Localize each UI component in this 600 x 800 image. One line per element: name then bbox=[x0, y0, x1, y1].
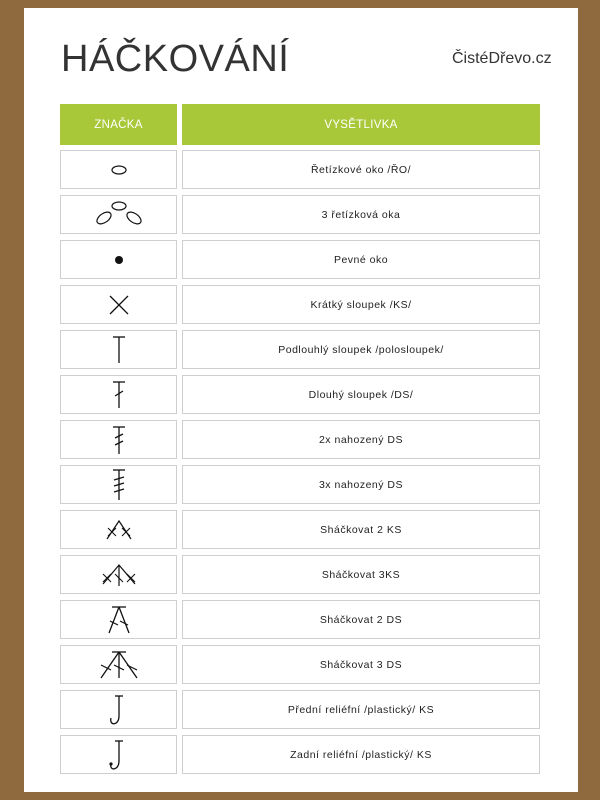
double-treble-crochet-icon bbox=[104, 467, 134, 503]
legend-sheet bbox=[24, 8, 578, 792]
half-double-crochet-icon bbox=[104, 333, 134, 367]
brand-name: ČistéDřevo.cz bbox=[452, 50, 552, 67]
double-crochet-icon bbox=[104, 378, 134, 412]
header-symbol: ZNAČKA bbox=[60, 104, 177, 145]
stitch-label: Přední reliéfní /plastický/ KS bbox=[182, 690, 540, 729]
stitch-label: Sháčkovat 3 DS bbox=[182, 645, 540, 684]
stitch-label: Sháčkovat 2 KS bbox=[182, 510, 540, 549]
stitch-label: 3x nahozený DS bbox=[182, 465, 540, 504]
stitch-label: Řetízkové oko /ŘO/ bbox=[182, 150, 540, 189]
symbol-cell bbox=[60, 465, 177, 504]
symbol-cell bbox=[60, 375, 177, 414]
stitch-label: 3 řetízková oka bbox=[182, 195, 540, 234]
stitch-label: 2x nahozený DS bbox=[182, 420, 540, 459]
stitch-label: Sháčkovat 3KS bbox=[182, 555, 540, 594]
symbol-cell bbox=[60, 645, 177, 684]
dc3tog-icon bbox=[95, 648, 143, 682]
symbol-cell bbox=[60, 510, 177, 549]
front-post-sc-icon bbox=[104, 692, 134, 728]
symbol-cell bbox=[60, 600, 177, 639]
header-explanation: VYSĚTLIVKA bbox=[182, 104, 540, 145]
sc3tog-icon bbox=[99, 560, 139, 590]
page-title: HÁČKOVÁNÍ bbox=[61, 38, 290, 80]
chain-stitch-icon bbox=[104, 160, 134, 180]
back-post-sc-icon bbox=[104, 737, 134, 773]
three-chain-stitches-icon bbox=[89, 198, 149, 232]
sc2tog-icon bbox=[102, 515, 136, 545]
symbol-cell bbox=[60, 420, 177, 459]
stitch-label: Krátký sloupek /KS/ bbox=[182, 285, 540, 324]
stitch-label: Podlouhlý sloupek /polosloupek/ bbox=[182, 330, 540, 369]
single-crochet-icon bbox=[104, 290, 134, 320]
treble-crochet-icon bbox=[104, 423, 134, 457]
symbol-cell bbox=[60, 150, 177, 189]
symbol-cell bbox=[60, 330, 177, 369]
symbol-cell bbox=[60, 555, 177, 594]
symbol-cell bbox=[60, 285, 177, 324]
dc2tog-icon bbox=[102, 603, 136, 637]
stitch-label: Zadní reliéfní /plastický/ KS bbox=[182, 735, 540, 774]
stitch-label: Dlouhý sloupek /DS/ bbox=[182, 375, 540, 414]
stitch-label: Sháčkovat 2 DS bbox=[182, 600, 540, 639]
symbol-cell bbox=[60, 690, 177, 729]
slip-stitch-icon bbox=[109, 250, 129, 270]
stitch-label: Pevné oko bbox=[182, 240, 540, 279]
symbol-cell bbox=[60, 735, 177, 774]
symbol-cell bbox=[60, 195, 177, 234]
symbol-cell bbox=[60, 240, 177, 279]
